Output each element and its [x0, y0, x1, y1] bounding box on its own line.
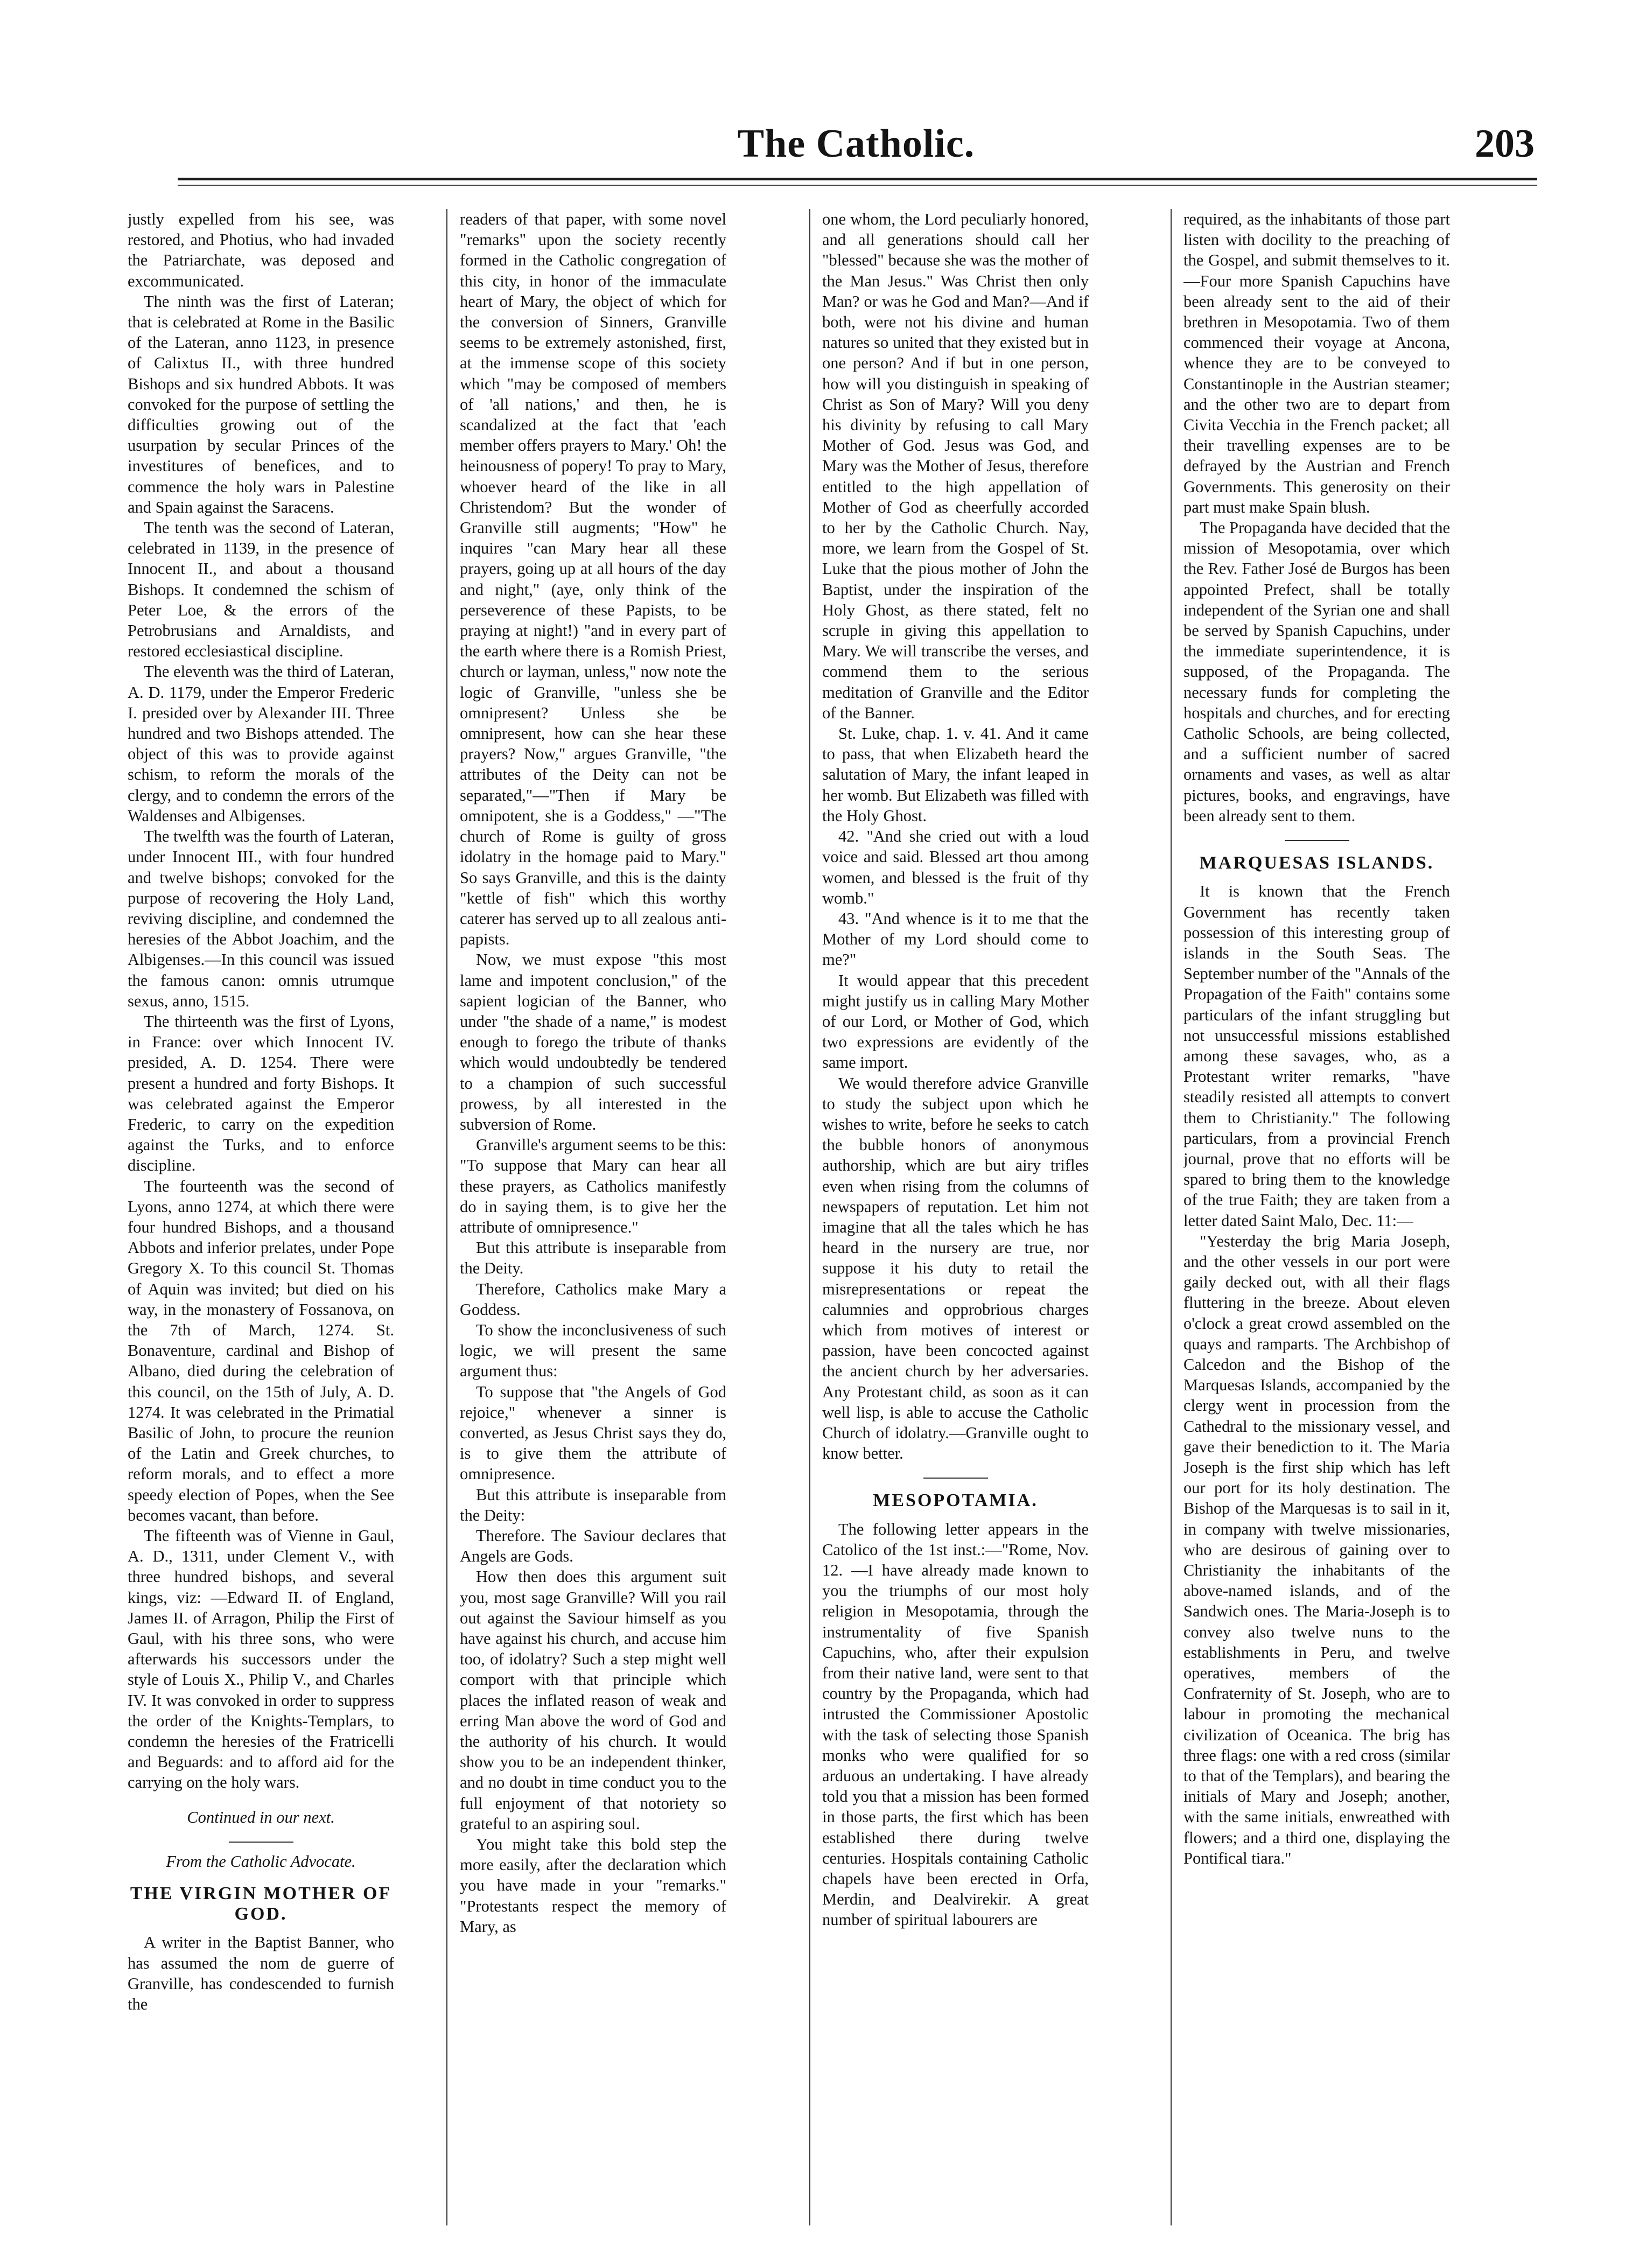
- paragraph: one whom, the Lord peculiarly honored, and all generations should call her "blessed" because she was the mother of the Man Jesus." Was Christ then only Man? or was he God and Man?—And if both, were not his divine and human natures so united that they existed but in one person? And if but in one person, how will you distinguish in speaking of Christ as Son of Mary? Will you deny his divinity by refusing to call Mary Mother of God. Jesus was God, and Mary was the Mother of Jesus, therefore entitled to the high appellation of Mother of God as cheerfully accorded to her by the Catholic Church. Nay, more, we learn from the Gospel of St. Luke that the pious mother of John the Baptist, under the inspiration of the Holy Ghost, as there stated, felt no scruple in giving this appellation to Mary. We will transcribe the verses, and commend them to the serious meditation of Granville and the Editor of the Banner.: [822, 210, 1089, 722]
- section-heading-virgin-mother: THE VIRGIN MOTHER OF GOD.: [130, 1884, 392, 1924]
- paragraph: justly expelled from his see, was restored, and Photius, who had invaded the Patriarchate, was deposed and excommunicated.: [128, 210, 394, 290]
- paragraph: We would therefore advice Granville to study the subject upon which he wishes to write, before he seeks to catch the bubble honors of anonymous authorship, which are but airy trifles even when rising from the columns of newspapers of reputation. Let him not imagine that all the tales which he has heard in the nursery are true, nor suppose it his duty to retail the misrepresentations or repeat the calumnies and opprobrious charges which from motives of interest or passion, have been concocted against the ancient church by her adversaries. Any Protestant child, as soon as it can well lisp, is able to accuse the Catholic Church of idolatry.—Granville ought to know better.: [822, 1074, 1089, 1463]
- paragraph: The thirteenth was the first of Lyons, in France: over which Innocent IV. presided, A. D. 1254. There were present a hundred and forty Bishops. It was celebrated against the Emperor Frederic, to carry on the expedition against the Turks, and to enforce discipline.: [128, 1012, 394, 1175]
- paragraph: Therefore, Catholics make Mary a Goddess.: [460, 1279, 726, 1319]
- paragraph: The eleventh was the third of Lateran, A. D. 1179, under the Emperor Frederic I. presided over by Alexander III. Three hundred and two Bishops attended. The object of this was to provide against schism, to reform the morals of the clergy, and to condemn the errors of the Waldenses and Albigenses.: [128, 662, 394, 825]
- column-divider: [809, 209, 810, 2225]
- paragraph: To suppose that "the Angels of God rejoice," whenever a sinner is converted, as Jesus Christ says they do, is to give them the attribute of omnipresence.: [460, 1382, 726, 1483]
- paragraph: The twelfth was the fourth of Lateran, under Innocent III., with four hundred and twelve bishops; convoked for the purpose of recovering the Holy Land, reviving discipline, and condemned the heresies of the Abbot Joachim, and the Albigenses.—In this council was issued the famous canon: omnis utrumque sexus, anno, 1515.: [128, 827, 394, 1010]
- paragraph: But this attribute is inseparable from the Deity.: [460, 1238, 726, 1278]
- source-credit: From the Catholic Advocate.: [166, 1852, 356, 1871]
- continued-note: Continued in our next.: [187, 1808, 335, 1826]
- paragraph: But this attribute is inseparable from the Deity:: [460, 1485, 726, 1524]
- header-rule: [178, 178, 1537, 180]
- paragraph: You might take this bold step the more easily, after the declaration which you have made in your "remarks." "Protestants respect the memory of Mary, as: [460, 1835, 726, 1936]
- paragraph: The fifteenth was of Vienne in Gaul, A. D., 1311, under Clement V., with three hundred bishops, and several kings, viz: —Edward II. of England, James II. of Arragon, Philip the First of Gaul, with his three sons, who were afterwards his successors under the style of Louis X., Philip V., and Charles IV. It was convoked in order to suppress the order of the Knights-Templars, to condemn the heresies of the Fratricelli and Beguards: and to afford aid for the carrying on the holy wars.: [128, 1527, 394, 1792]
- section-heading-marquesas: MARQUESAS ISLANDS.: [1199, 853, 1434, 873]
- masthead: [178, 121, 1535, 170]
- paragraph: Granville's argument seems to be this: "To suppose that Mary can hear all these prayers, as Catholics manifestly do in saying them, is to give her the attribute of omnipresence.": [460, 1136, 726, 1236]
- paragraph: readers of that paper, with some novel "remarks" upon the society recently formed in the Catholic congregation of this city, in honor of the immaculate heart of Mary, the object of which for the conversion of Sinners, Granville seems to be extremely astonished, first, at the immense scope of this society which "may be composed of members of 'all nations,' and then, he is scandalized at the fact that 'each member offers prayers to Mary.' Oh! the heinousness of popery! To pray to Mary, whoever heard of the like in all Christendom? But the wonder of Granville still augments; "How" he inquires "can Mary hear all these prayers, going up at all hours of the day and night," (aye, only think of the perseverence of these Papists, to be praying at night!) "and in every part of the earth where there is a Romish Priest, church or layman, unless," now note the logic of Granville, "unless she be omnipresent? Unless she be omnipresent, how can she hear these prayers? Now," argues Granville, "the attributes of the Deity can not be separated,"—"Then if Mary be omnipotent, she is a Goddess," —"The church of Rome is guilty of gross idolatry in the homage paid to Mary." So says Granville, and this is the dainty "kettle of fish" which this worthy caterer has served up to all zealous anti-papists.: [460, 210, 726, 949]
- paragraph: A writer in the Baptist Banner, who has assumed the nom de guerre of Granville, has condescended to furnish the: [128, 1933, 394, 2014]
- paragraph: The following letter appears in the Catolico of the 1st inst.:—"Rome, Nov. 12. —I have already made known to you the triumphs of our most holy religion in Mesopotamia, through the instrumentality of five Spanish Capuchins, who, after their expulsion from their native land, were sent to that country by the Propaganda, which had intrusted the Commissioner Apostolic with the task of selecting those Spanish monks who were qualified for so arduous an undertaking. I have already told you that a mission has been formed in those parts, the first which has been established there during twelve centuries. Hospitals containing Catholic chapels have been erected in Orfa, Merdin, and Dealvirekir. A great number of spiritual labourers are: [822, 1520, 1089, 1929]
- paragraph: Therefore. The Saviour declares that Angels are Gods.: [460, 1527, 726, 1566]
- paragraph: Now, we must expose "this most lame and impotent conclusion," of the sapient logician of the Banner, who under "the shade of a name," is modest enough to forego the tribute of thanks which would undoubtedly be tendered to a champion of such successful prowess, by all interested in the subversion of Rome.: [460, 950, 726, 1133]
- paragraph: The fourteenth was the second of Lyons, anno 1274, at which there were four hundred Bishops, and a thousand Abbots and inferior prelates, under Pope Gregory X. To this council St. Thomas of Aquin was invited; but died on his way, in the monastery of Fossanova, on the 7th of March, 1274. St. Bonaventure, cardinal and Bishop of Albano, died during the celebration of this council, on the 15th of July, A. D. 1274. It was celebrated in the Primatial Basilic of John, to procure the reunion of the Latin and Greek churches, to reform morals, and to effect a more speedy election of Popes, when the See becomes vacant, than before.: [128, 1177, 394, 1524]
- paragraph: The ninth was the first of Lateran; that is celebrated at Rome in the Basilic of the Lateran, anno 1123, in presence of Calixtus II., with three hundred Bishops and six hundred Abbots. It was convoked for the purpose of settling the difficulties growing out of the usurpation by secular Princes of the investitures of benefices, and to commence the holy wars in Palestine and Spain against the Saracens.: [128, 292, 394, 516]
- column-divider: [446, 209, 447, 2225]
- column-divider: [1171, 209, 1172, 2225]
- paragraph: The tenth was the second of Lateran, celebrated in 1139, in the presence of Innocent II., and about a thousand Bishops. It condemned the schism of Peter Loe, & the errors of the Petrobrusians and Arnaldists, and restored ecclesiastical discipline.: [128, 519, 394, 661]
- section-divider: [229, 1842, 293, 1843]
- section-heading-mesopotamia: MESOPOTAMIA.: [873, 1490, 1038, 1511]
- paragraph: The Propaganda have decided that the mission of Mesopotamia, over which the Rev. Father José de Burgos has been appointed Prefect, shall be totally independent of the Syrian one and shall be served by Spanish Capuchins, under the immediate superintendence, it is supposed, of the Propaganda. The necessary funds for completing the hospitals and churches, and for erecting Catholic Schools, are being collected, and a sufficient number of sacred ornaments and vases, as well as altar pictures, books, and engravings, have been already sent to them.: [1183, 519, 1450, 825]
- paragraph: 42. "And she cried out with a loud voice and said. Blessed art thou among women, and blessed is the fruit of thy womb.": [822, 827, 1089, 907]
- page-number: 203: [1475, 122, 1535, 166]
- paragraph: How then does this argument suit you, most sage Granville? Will you rail out against the Saviour himself as you have against his church, and accuse him too, of idolatry? Such a step might well comport with that principle which places the inflated reason of weak and erring Man above the word of God and the authority of his church. It would show you to be an independent thinker, and no doubt in time conduct you to the full enjoyment of that notoriety so grateful to an aspiring soul.: [460, 1567, 726, 1833]
- page-title: The Catholic.: [737, 122, 975, 166]
- paragraph: "Yesterday the brig Maria Joseph, and the other vessels in our port were gaily decked out, with all their flags fluttering in the breeze. About eleven o'clock a great crowd assembled on the quays and ramparts. The Archbishop of Calcedon and the Bishop of the Marquesas Islands, accompanied by the clergy went in procession from the Cathedral to the missionary vessel, and gave their benediction to it. The Maria Joseph is the first ship which has left our port for its holy destination. The Bishop of the Marquesas is to sail in it, in company with twelve missionaries, who are desirous of gaining over to Christianity the inhabitants of the above-named islands, and of the Sandwich ones. The Maria-Joseph is to convey also twelve nuns to the establishments in Peru, and twelve operatives, members of the Confraternity of St. Joseph, who are to labour in promoting the mechanical civilization of Oceanica. The brig has three flags: one with a red cross (similar to that of the Templars), and bearing the initials of Mary and Joseph; another, with the same initials, enwreathed with flowers; and a third one, displaying the Pontifical tiara.": [1183, 1231, 1450, 1867]
- column-3: [822, 209, 1089, 2225]
- section-divider: [923, 1478, 988, 1479]
- paragraph: To show the inconclusiveness of such logic, we will present the same argument thus:: [460, 1320, 726, 1381]
- paragraph: required, as the inhabitants of those part listen with docility to the preaching of the Gospel, and submit themselves to it.—Four more Spanish Capuchins have been already sent to the aid of their brethren in Mesopotamia. Two of them commenced their voyage at Ancona, whence they are to be conveyed to Constantinople in the Austrian steamer; and the other two are to depart from Civita Vecchia in the French packet; all their travelling expenses are to be defrayed by the Austrian and French Governments. This generosity on their part must make Spain blush.: [1183, 210, 1450, 516]
- paragraph: It is known that the French Government has recently taken possession of this interesting group of islands in the South Seas. The September number of the "Annals of the Propagation of the Faith" contains some particulars of the infant struggling but not unsuccessful missions established among these savages, who, as a Protestant writer remarks, "have steadily resisted all attempts to convert them to Christianity." The following particulars, from a provincial French journal, prove that no efforts will be spared to bring them to the knowledge of the true Faith; they are taken from a letter dated Saint Malo, Dec. 11:—: [1183, 882, 1450, 1230]
- paragraph: It would appear that this precedent might justify us in calling Mary Mother of our Lord, or Mother of God, which two expressions are evidently of the same import.: [822, 971, 1089, 1072]
- column-4: [1183, 209, 1450, 2225]
- header-rule-thin: [178, 185, 1537, 186]
- paragraph: 43. "And whence is it to me that the Mother of my Lord should come to me?": [822, 909, 1089, 969]
- column-2: [460, 209, 726, 2225]
- column-1: [128, 209, 394, 2225]
- paragraph: St. Luke, chap. 1. v. 41. And it came to pass, that when Elizabeth heard the salutation of Mary, the infant leaped in her womb. But Elizabeth was filled with the Holy Ghost.: [822, 724, 1089, 825]
- section-divider: [1285, 840, 1349, 841]
